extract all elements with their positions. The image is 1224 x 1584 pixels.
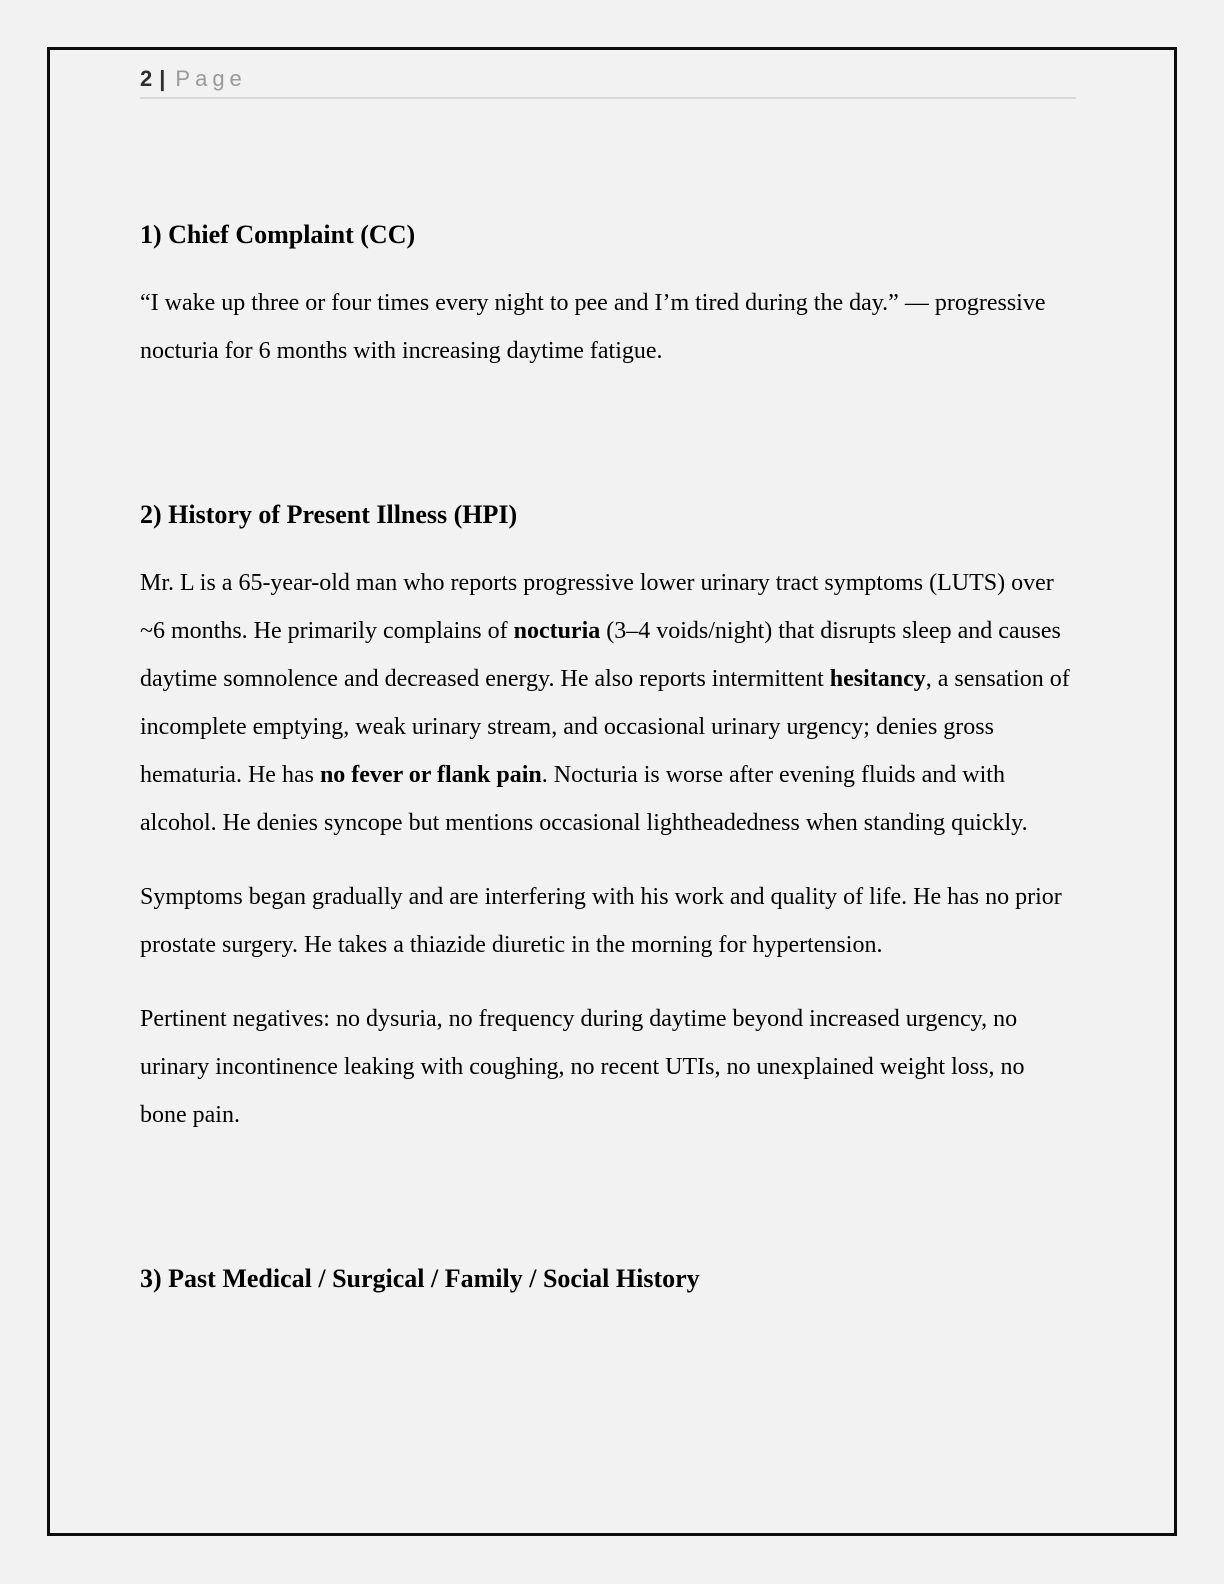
paragraph-chief-complaint-quote: “I wake up three or four times every night to pee and I’m tired during the day.” — progressive nocturia for 6 months with increasing daytime fatigue.: [140, 290, 1046, 364]
document-body: [140, 217, 1076, 1297]
section-heading-hpi: 2) History of Present Illness (HPI): [140, 500, 518, 529]
page-header-label: Page: [175, 66, 247, 91]
page-header: [140, 0, 1076, 99]
section-heading-chief-complaint: 1) Chief Complaint (CC): [140, 220, 416, 249]
paragraph-hpi-course: Symptoms began gradually and are interfering with his work and quality of life. He has no prior prostate surgery. He takes a thiazide diuretic in the morning for hypertension.: [140, 884, 1062, 958]
paragraph-hpi-pertinent-negatives: Pertinent negatives: no dysuria, no frequency during daytime beyond increased urgency, no urinary incontinence leaking with coughing, no recent UTIs, no unexplained weight loss, no bone pain.: [140, 1006, 1025, 1128]
page-content: [140, 0, 1076, 1297]
section-heading-past-history: 3) Past Medical / Surgical / Family / Social History: [140, 1264, 700, 1293]
page-number-separator: |: [159, 66, 166, 91]
paragraph-hpi-symptoms: Mr. L is a 65-year-old man who reports progressive lower urinary tract symptoms (LUTS) over ~6 months. He primarily complains of nocturia (3–4 voids/night) that disrupts sleep and causes daytime somnolence and decreased energy. He also reports intermittent hesitancy, a sensation of incomplete emptying, weak urinary stream, and occasional urinary urgency; denies gross hematuria. He has no fever or flank pain. Nocturia is worse after evening fluids and with alcohol. He denies syncope but mentions occasional lightheadedness when standing quickly.: [140, 570, 1070, 836]
page-number: 2: [140, 66, 153, 91]
